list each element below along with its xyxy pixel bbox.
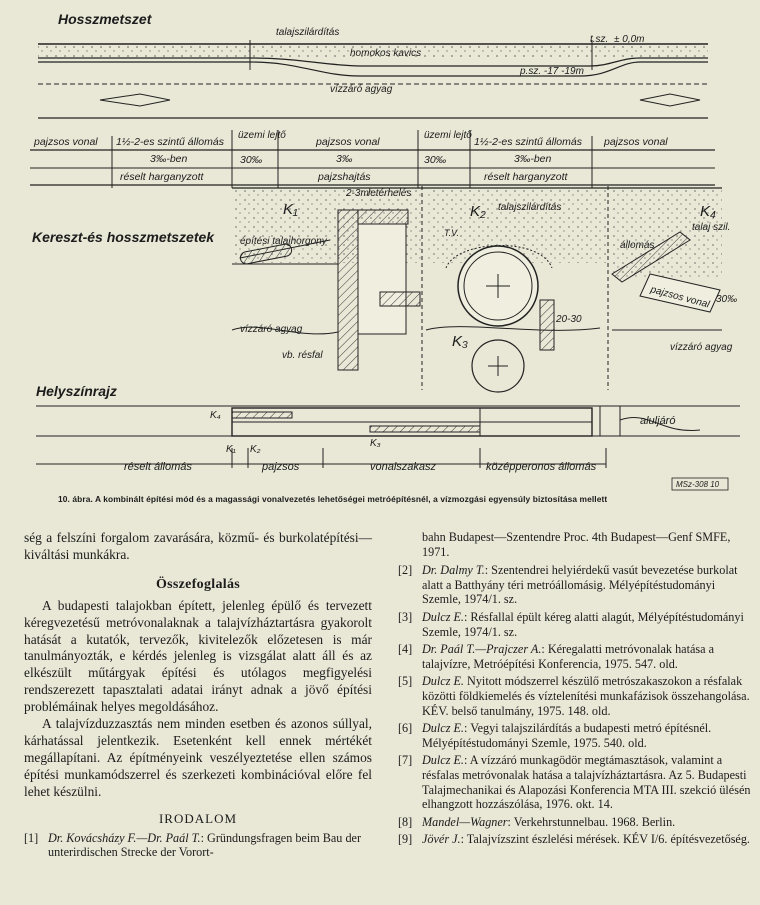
reference-text: : A vízzáró munkagödör megtámasztások, valamint a résfalas metróvonalak hatása a talajvízháztartásra. Az 5. Budapesti Talajmechanikai és Alapozási Konferencia MTA III. szekció ülésén elhangzott hozzászólása, 1976. okt. 14.	[422, 753, 751, 812]
summary-heading: Összefoglalás	[155, 576, 240, 592]
reference-text: : Verkehrstunnelbau. 1968. Berlin.	[507, 814, 676, 829]
label-slope: 30‰	[716, 294, 738, 305]
reference-text: : Gründungsfragen beim Bau der unterirdischen Strecke der Vorort-	[48, 830, 362, 860]
label-depth: p.sz. -17 -19m	[520, 66, 584, 77]
bar-label-2: 1½-2-es szintű állomás	[116, 136, 224, 148]
plan-line-section: vonalszakasz	[370, 461, 437, 473]
section-title-plan: Helyszínrajz	[36, 383, 117, 399]
reference-author: Dr. Paál T.—Prajczer A.	[422, 642, 542, 657]
summary-paragraph-2: A talajvízduzzasztás nem minden esetben és azonos súllyal, kárhatással jelentkezik. Esetenként kell ennek mértékét megállapítani. Az építményeink veszélyeztetése ellen számos építési munkamódszerrel és szerkezeti kombinációval előre fel lehet készülni.	[24, 716, 372, 799]
reference-item	[24, 831, 372, 860]
reference-item	[398, 674, 752, 718]
label-k4: K₄	[700, 203, 717, 220]
plan-code: MSz-308 10	[676, 480, 720, 489]
reference-text: : Kéregalatti metróvonalak hatása a talajvízre, Metróépítési Konferencia, 1975. 547. old.	[422, 642, 714, 671]
bar-method-2: pajzshajtás	[318, 171, 371, 183]
label-clay-short: vízzáró agyag	[670, 342, 733, 353]
reference-number: [3]	[398, 609, 413, 624]
left-column	[24, 530, 372, 863]
bar-label-3: üzemi lejtő	[238, 130, 286, 141]
label-k3: K₃	[452, 333, 468, 350]
label-anchor: építési talajhorgony	[240, 236, 327, 247]
reference-author: Mandel—Wagner	[422, 814, 508, 829]
bar-label-5: üzemi lejtő	[424, 130, 472, 141]
bar-slope-4: 30‰	[424, 154, 447, 166]
reference-item	[398, 815, 752, 830]
cross-sections	[232, 186, 737, 392]
label-tv: T.V.	[444, 228, 460, 238]
plan-slotted-station: réselt állomás	[124, 461, 192, 473]
reference-author: Dr. Dalmy T.	[422, 563, 485, 578]
reference-author: Dulcz E.	[422, 674, 464, 689]
plan-shield: pajzsos	[262, 461, 300, 473]
label-ceiling: letérhelés	[368, 188, 412, 199]
reference-item	[398, 753, 752, 811]
reference-author: Dulcz E.	[422, 721, 464, 736]
bar-method-1: réselt harganyzott	[120, 171, 204, 183]
reference-number: [1]	[24, 830, 39, 845]
label-ground-level: t.sz.	[590, 34, 609, 45]
reference-text: : Szentendrei helyiérdekű vasút bevezetése burkolat alatt a Batthyány téri metróállomásig. Mélyépítéstudományi Szemle, 1974/1. sz.	[422, 563, 738, 607]
bar-label-6: 1½-2-es szintű állomás	[474, 136, 582, 148]
label-wall: vb. résfal	[282, 350, 323, 361]
reference-item	[398, 642, 752, 671]
bar-label-7: pajzsos vonal	[604, 136, 668, 148]
site-plan	[36, 406, 740, 490]
label-cover: 2-3m	[346, 188, 369, 199]
plan-k4: K₄	[210, 410, 221, 421]
section-title-cross: Kereszt-és hosszmetszetek	[32, 229, 215, 245]
reference-number: [5]	[398, 674, 413, 689]
reference-item	[398, 610, 752, 639]
reference-item	[398, 832, 752, 847]
reference-text: : Vegyi talajszilárdítás a budapesti metró építésnél. Mélyépítéstudományi Szemle, 1975. 540. old.	[422, 721, 712, 750]
reference-number: [2]	[398, 563, 413, 578]
reference-text: : Talajvízszint észlelési mérések. KÉV I/6. építésvezetőség.	[460, 832, 750, 847]
plan-k3: K₃	[370, 438, 381, 449]
reference-number: [8]	[398, 814, 413, 829]
profile-sections-bar	[30, 130, 715, 188]
label-k2: K₂	[470, 203, 486, 220]
reference-number: [4]	[398, 642, 413, 657]
label-soil-stab-short: talaj szil.	[692, 222, 731, 233]
reference-number: [6]	[398, 721, 413, 736]
label-k1: K₁	[283, 201, 298, 218]
label-station: állomás	[620, 240, 655, 251]
reference-item	[398, 563, 752, 607]
references-heading: IRODALOM	[158, 810, 238, 826]
bar-method-3: réselt harganyzott	[484, 171, 568, 183]
bar-slope-2: 30‰	[240, 154, 263, 166]
reference-number: [9]	[398, 832, 413, 847]
label-soil-stabilization: talajszilárdítás	[276, 27, 340, 38]
reference-author: Dulcz E.	[422, 609, 464, 624]
summary-paragraph-1: A budapesti talajokban épített, jelenleg épülő és tervezett kéregvezetésű metróvonalaknak a talajvízháztartásra gyakorolt hatását a kutatók, tervezők, kivitelezők előzetesen is már tanulmányozták, e kérdés jelenleg is vizsgálat alatt áll és az elkészült műtárgyak építési és utólagos megfigyelési rendszerezett tapasztalati adatai irányt adnak a jövő építési problémáinak helyes megoldásához.	[24, 597, 372, 715]
figure-caption: 10. ábra. A kombinált építési mód és a magassági vonalvezetés lehetőségei metróépítésnél, a vízmozgási egyensúly biztosítása mellett	[58, 494, 608, 504]
plan-k1: K₁	[226, 444, 236, 455]
bar-slope-1: 3‰-ben	[150, 153, 188, 165]
reference-author: Dr. Kovácsházy F.—Dr. Paál T.	[48, 830, 201, 845]
bar-label-4: pajzsos vonal	[316, 136, 380, 148]
longitudinal-profile	[38, 27, 708, 118]
bar-slope-5: 3‰-ben	[514, 153, 552, 165]
section-title-longitudinal: Hosszmetszet	[58, 11, 152, 27]
bar-slope-3: 3‰	[336, 153, 353, 165]
plan-middle-platform: középperonos állomás	[486, 461, 597, 473]
reference-author: Jövér J.	[422, 832, 461, 847]
label-surface-level: ± 0,0m	[614, 34, 645, 45]
reference-author: Dulcz E.	[422, 753, 464, 768]
label-soil-stab: talajszilárdítás	[498, 202, 562, 213]
label-shield-line: pajzsos vonal	[649, 284, 711, 311]
label-waterproof-clay: vízzáró agyag	[330, 84, 393, 95]
label-sandy-gravel: homokos kavics	[350, 48, 422, 59]
plan-underpass: aluljáró	[640, 415, 676, 427]
right-column	[398, 530, 752, 850]
plan-k2: K₂	[250, 444, 261, 455]
paragraph-continuation: ség a felszíni forgalom zavarására, közmű- és burkolatépítési—kiváltási munkákra.	[24, 530, 372, 562]
reference-continuation: bahn Budapest—Szentendre Proc. 4th Budapest—Genf SMFE, 1971.	[422, 530, 731, 559]
reference-text: Nyitott módszerrel készülő metrószakaszokon a résfalak közötti földkiemelés és víztelenítési munkafázisok összehangolása. KÉV. belső tanulmány, 1975. 148. old.	[422, 674, 750, 718]
reference-item	[398, 721, 752, 750]
reference-number: [7]	[398, 753, 413, 768]
reference-text: : Résfallal épült kéreg alatti alagút, Mélyépítéstudományi Szemle, 1974/1. sz.	[422, 609, 744, 639]
label-dims: 20-30	[556, 314, 582, 325]
label-clay: vízzáró agyag	[240, 324, 303, 335]
bar-label-1: pajzsos vonal	[34, 136, 98, 148]
